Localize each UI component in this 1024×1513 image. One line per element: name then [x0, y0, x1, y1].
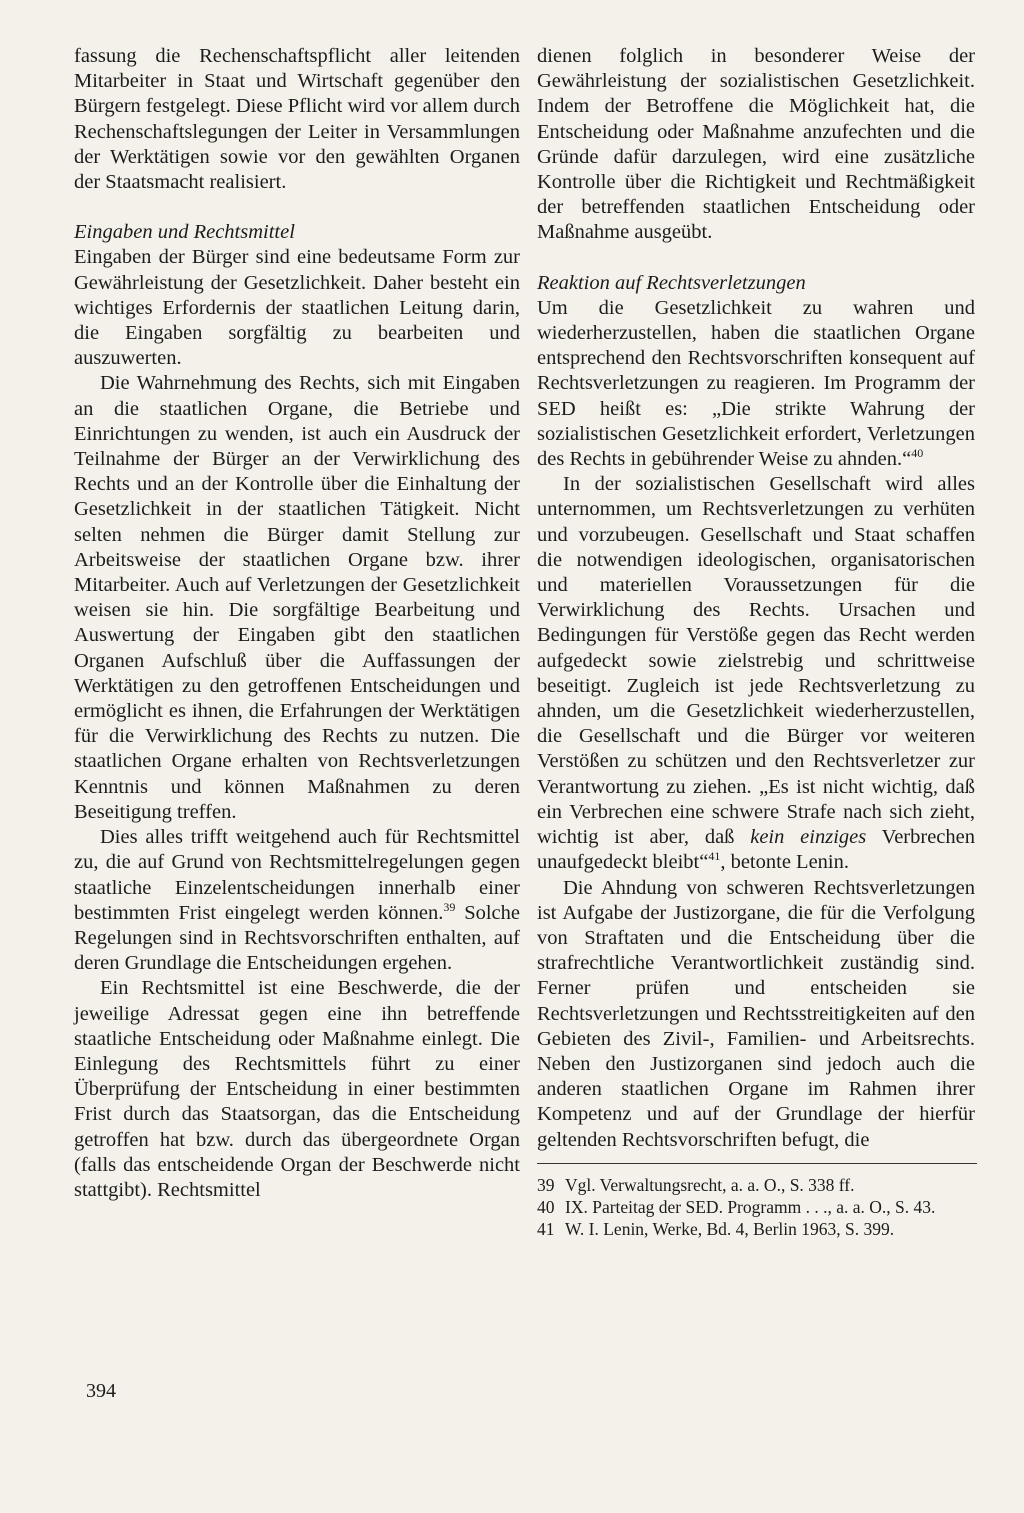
paragraph: [537, 472, 975, 875]
footnotes: [537, 1174, 975, 1240]
paragraph: Ein Rechtsmittel ist eine Beschwerde, die der jeweilige Adressat gegen eine ihn betreffende staatliche Entscheidung oder Maßnahme einlegt. Die Einlegung des Rechtsmittels führt zu einer Überprüfung der Entscheidung in einer bestimmten Frist durch das Staatsorgan, das die Entscheidung getroffen hat bzw. durch das übergeordnete Organ (falls das entscheidende Organ der Beschwerde nicht stattgibt). Rechtsmittel: [74, 977, 520, 1201]
footnote-ref: 39: [443, 899, 456, 914]
footnote-number: 40: [537, 1196, 555, 1217]
footnote-text: W. I. Lenin, Werke, Bd. 4, Berlin 1963, S. 399.: [565, 1218, 895, 1239]
text-run: In der sozialistischen Gesellschaft wird alles unternommen, um Rechtsverletzungen zu verhüten und vorzubeugen. Gesellschaft und Staat schaffen die notwendigen ideologischen, organisatorischen und materiellen Voraussetzungen für die Verwirklichung des Rechts. Ursachen und Bedingungen für Verstöße gegen das Recht werden aufgedeckt sowie zielstrebig und schrittweise beseitigt. Zugleich ist jede Rechtsverletzung zu ahnden, um die Gesetzlichkeit wiederherzustellen, die Gesellschaft und die Bürger vor weiteren Verstößen zu schützen und den Rechtsverletzer zur Verantwortung zu ziehen. „Es ist nicht wichtig, daß ein Verbrechen eine schwere Strafe nach sich zieht, wichtig ist aber, daß: [537, 473, 975, 849]
footnote-text: IX. Parteitag der SED. Programm . . ., a. a. O., S. 43.: [565, 1196, 936, 1217]
section-heading: Eingaben und Rechtsmittel: [74, 221, 295, 244]
footnote: [537, 1218, 975, 1240]
footnote-ref: 40: [911, 446, 924, 461]
footnote-number: 41: [537, 1218, 555, 1239]
page-number: 394: [86, 1380, 116, 1402]
text-run: Solche Regelungen sind in Rechtsvorschriften enthalten, auf deren Grundlage die Entscheidungen ergehen.: [74, 901, 521, 975]
footnote-divider: [537, 1163, 977, 1164]
paragraph: [537, 296, 975, 472]
text-run: Verbrechen unaufgedeckt bleibt“: [537, 826, 975, 874]
footnote: [537, 1174, 975, 1196]
text-run: Dies alles trifft weitgehend auch für Rechtsmittel zu, die auf Grund von Rechtsmittelregelungen gegen staatliche Einzelentscheidungen innerhalb einer bestimmten Frist eingelegt werden können.: [74, 826, 520, 924]
section-heading: Reaktion auf Rechtsverletzungen: [537, 271, 806, 294]
text-run: Um die Gesetzlichkeit zu wahren und wiederherzustellen, haben die staatlichen Organe entsprechend den Rechtsvorschriften konsequent auf Rechtsverletzungen zu reagieren. Im Programm der SED heißt es: „Die strikte Wahrung der sozialistischen Gesetzlichkeit erfordert, Verletzungen des Rechts in gebührender Weise zu ahnden.“: [537, 296, 975, 471]
footnote-number: 39: [537, 1174, 555, 1195]
footnote-ref: 41: [708, 849, 721, 864]
paragraph: dienen folglich in besonderer Weise der Gewährleistung der sozialistischen Gesetzlichkeit. Indem der Betroffene die Möglichkeit hat, die Entscheidung oder Maßnahme anzufechten und die Gründe dafür darzulegen, wird eine zusätzliche Kontrolle über die Richtigkeit und Rechtmäßigkeit der betreffenden staatlichen Entscheidung oder Maßnahme ausgeübt.: [537, 45, 975, 244]
footnote-text: Vgl. Verwaltungsrecht, a. a. O., S. 338 ff.: [565, 1174, 855, 1195]
paragraph: Die Ahndung von schweren Rechtsverletzungen ist Aufgabe der Justizorgane, die für die Verfolgung von Straftaten und die Entscheidung über die strafrechtliche Verantwortlichkeit zuständig sind. Ferner prüfen und entscheiden sie Rechtsverletzungen und Rechtsstreitigkeiten auf den Gebieten des Zivil-, Familien- und Arbeitsrechts. Neben den Justizorganen sind jedoch auch die anderen staatlichen Organe im Rahmen ihrer Kompetenz und auf der Grundlage der hierfür geltenden Rechtsvorschriften befugt, die: [537, 876, 975, 1151]
right-column: [537, 44, 975, 1240]
emphasis: kein einziges: [750, 826, 867, 849]
paragraph: fassung die Rechenschaftspflicht aller leitenden Mitarbeiter in Staat und Wirtschaft gegenüber den Bürgern festgelegt. Diese Pflicht wird vor allem durch Rechenschaftslegungen der Leiter in Versammlungen der Werktätigen sowie vor den gewählten Organen der Staatsmacht realisiert.: [74, 45, 520, 194]
paragraph: Die Wahrnehmung des Rechts, sich mit Eingaben an die staatlichen Organe, die Betriebe und Einrichtungen zu wenden, ist auch ein Ausdruck der Teilnahme der Bürger an der Verwirklichung des Rechts und an der Kontrolle über die Einhaltung der Gesetzlichkeit in der staatlichen Tätigkeit. Nicht selten nehmen die Bürger damit Stellung zur Arbeitsweise der staatlichen Organe bzw. ihrer Mitarbeiter. Auch auf Verletzungen der Gesetzlichkeit weisen sie hin. Die sorgfältige Bearbeitung und Auswertung der Eingaben gibt den staatlichen Organen Aufschluß über die Auffassungen der Werktätigen zu den getroffenen Entscheidungen und ermöglicht es ihnen, die Erfahrungen der Werktätigen für die Verwirklichung des Rechts zu nutzen. Die staatlichen Organe erhalten von Rechtsverletzungen Kenntnis und können Maßnahmen zu deren Beseitigung treffen.: [74, 372, 520, 823]
paragraph: Eingaben der Bürger sind eine bedeutsame Form zur Gewährleistung der Gesetzlichkeit. Daher besteht ein wichtiges Erfordernis der staatlichen Leitung darin, die Eingaben sorgfältig zu bearbeiten und auszuwerten.: [74, 246, 520, 370]
footnote: [537, 1196, 975, 1218]
text-run: , betonte Lenin.: [720, 851, 849, 874]
left-column: [74, 44, 520, 1203]
paragraph: [74, 825, 520, 976]
